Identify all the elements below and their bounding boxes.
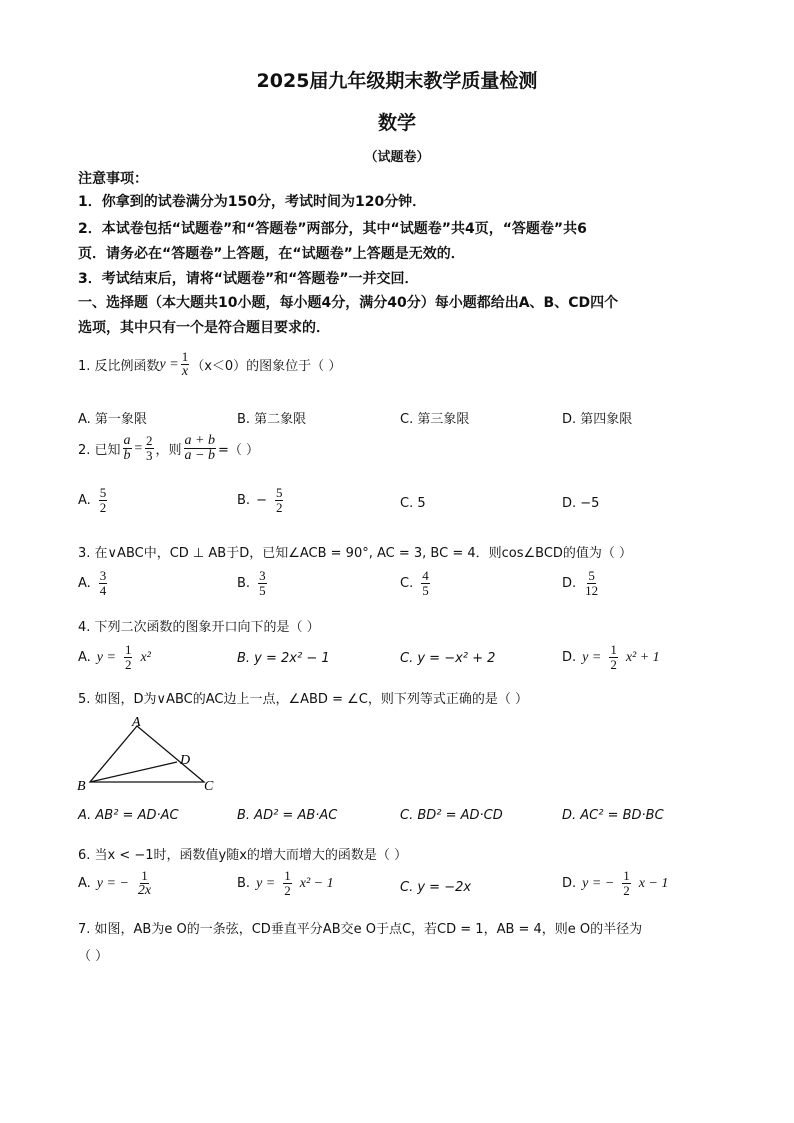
q2-stem-pre: 2. 已知 [78, 443, 121, 458]
q5-triangle-figure [74, 712, 224, 797]
q4-a-post: x² [140, 649, 151, 665]
q2-option-d[interactable]: D. −5 [562, 496, 600, 511]
note-2a: 2．本试卷包括“试题卷”和“答题卷”两部分，其中“试题卷”共4页，“答题卷”共6 [78, 221, 587, 237]
q6-option-c[interactable]: C. y = −2x [400, 880, 472, 895]
q1-frac-den: x [181, 364, 189, 379]
q3-b-label: B. [237, 576, 251, 591]
q6-d-label: D. [562, 876, 577, 891]
fig-label-c: C [204, 779, 214, 794]
q3-option-b[interactable] [237, 569, 269, 598]
q1-option-b[interactable]: B. 第二象限 [237, 412, 307, 427]
q3-option-c[interactable] [400, 569, 432, 598]
q1-fraction [181, 350, 190, 379]
q1-stem-pre: 1. 反比例函数 [78, 359, 160, 374]
q5-option-b[interactable]: B. AD² = AB·AC [237, 808, 338, 823]
q2-mid: ，则 [155, 443, 182, 458]
q4-option-b[interactable]: B. y = 2x² − 1 [237, 651, 330, 666]
exam-title: 2025届九年级期末教学质量检测 [256, 70, 538, 92]
q6-stem: 6. 当x < −1时，函数值y随x的增大而增大的函数是（ ） [78, 848, 408, 863]
q1-option-c[interactable]: C. 第三象限 [400, 412, 470, 427]
q2-f3-num: a + b [184, 433, 215, 448]
q6-option-d[interactable] [562, 869, 668, 898]
q6-b-num: 1 [284, 868, 291, 883]
q2-f2-den: 3 [146, 448, 153, 463]
q1-stem-post: （x＜0）的图象位于（ ） [191, 359, 342, 374]
paper-label: （试题卷） [364, 150, 430, 165]
q3-a-den: 4 [99, 583, 107, 598]
q3-a-num: 3 [99, 568, 107, 583]
q6-d-frac [622, 869, 631, 898]
q4-a-num: 1 [124, 642, 132, 657]
q5-option-d[interactable]: D. AC² = BD·BC [562, 808, 664, 823]
section1-line2: 选项，其中只有一个是符合题目要求的． [78, 320, 330, 336]
q6-a-pre: y = − [96, 875, 129, 891]
q6-option-b[interactable] [237, 869, 334, 898]
q3-d-num: 5 [588, 568, 595, 583]
q4-option-a[interactable] [78, 643, 151, 672]
q4-option-d[interactable] [562, 643, 660, 672]
q6-b-frac [283, 869, 292, 898]
q4-d-frac [609, 643, 618, 672]
q1-option-a[interactable]: A. 第一象限 [78, 412, 147, 427]
q2-b-den: 2 [275, 500, 283, 515]
q2-tail: =（ ） [217, 443, 259, 458]
q2-a-frac [99, 486, 108, 515]
q2-stem [78, 434, 259, 463]
q3-b-frac [258, 569, 267, 598]
q6-a-den: 2x [137, 883, 152, 898]
q3-b-den: 5 [259, 583, 266, 598]
segment-bd [90, 762, 177, 782]
fig-label-d: D [180, 753, 191, 768]
q1-func-lhs: y = [159, 356, 179, 372]
section1-line1: 一、选择题（本大题共10小题，每小题4分，满分40分）每小题都给出A、B、CD四个 [78, 295, 619, 311]
q4-a-den: 2 [124, 657, 132, 672]
q4-option-c[interactable]: C. y = −x² + 2 [400, 651, 496, 666]
q6-b-post: x² − 1 [299, 875, 334, 891]
q4-d-num: 1 [610, 642, 617, 657]
q2-option-c[interactable]: C. 5 [400, 496, 426, 511]
q7-stem-line2: （ ） [78, 949, 109, 964]
q2-f1-num: a [123, 433, 131, 448]
q2-eq: = [133, 440, 143, 456]
q2-frac-expr [184, 434, 216, 463]
q6-a-frac [137, 869, 152, 898]
q4-d-den: 2 [610, 657, 617, 672]
q2-option-a[interactable] [78, 486, 109, 515]
q5-stem: 5. 如图，D为∨ABC的AC边上一点，∠ABD = ∠C，则下列等式正确的是（ ） [78, 692, 528, 707]
q3-stem: 3. 在∨ABC中，CD ⊥ AB于D，已知∠ACB = 90°, AC = 3, BC = 4．则cos∠BCD的值为（ ） [78, 546, 633, 561]
q4-stem: 4. 下列二次函数的图象开口向下的是（ ） [78, 620, 320, 635]
note-1: 1．你拿到的试卷满分为150分，考试时间为120分钟． [78, 194, 427, 210]
q2-a-den: 2 [99, 500, 107, 515]
q7-stem-line1: 7. 如图，AB为e O的一条弦，CD垂直平分AB交e O于点C，若CD = 1，AB = 4，则e O的半径为 [78, 922, 643, 937]
q1-option-d[interactable]: D. 第四象限 [562, 412, 633, 427]
q6-b-label: B. [237, 876, 251, 891]
q4-d-post: x² + 1 [625, 649, 660, 665]
q3-d-den: 12 [585, 583, 599, 598]
q6-b-pre: y = [256, 875, 276, 891]
q3-option-a[interactable] [78, 569, 109, 598]
q2-a-num: 5 [99, 485, 107, 500]
q6-d-den: 2 [623, 883, 630, 898]
q6-d-pre: y = − [582, 875, 615, 891]
q3-a-frac [99, 569, 108, 598]
q6-a-label: A. [78, 876, 91, 891]
q3-a-label: A. [78, 576, 91, 591]
fig-label-a: A [132, 715, 141, 730]
q3-c-label: C. [400, 576, 414, 591]
q6-option-a[interactable] [78, 869, 154, 898]
q4-a-frac [124, 643, 133, 672]
fig-label-b: B [77, 779, 86, 794]
q2-b-num: 5 [275, 485, 283, 500]
q4-a-label: A. [78, 650, 91, 665]
q4-d-label: D. [562, 650, 577, 665]
q3-d-frac [584, 569, 599, 598]
q6-d-num: 1 [623, 868, 630, 883]
q2-f3-den: a − b [184, 448, 215, 463]
q6-b-den: 2 [284, 883, 291, 898]
q2-b-sign: − [256, 493, 267, 508]
notes-heading: 注意事项： [78, 171, 148, 187]
q3-d-label: D. [562, 576, 577, 591]
note-2b: 页．请务必在“答题卷”上答题，在“试题卷”上答题是无效的． [78, 246, 465, 262]
q2-b-label: B. [237, 493, 251, 508]
q2-f1-den: b [123, 448, 131, 463]
q5-option-c[interactable]: C. BD² = AD·CD [400, 808, 503, 823]
q2-frac-23 [145, 434, 154, 463]
q2-frac-ab [123, 434, 132, 463]
q2-option-b[interactable] [237, 486, 285, 515]
q2-f2-num: 2 [146, 433, 153, 448]
q3-b-num: 3 [259, 568, 266, 583]
q1-frac-num: 1 [181, 349, 189, 364]
q3-c-num: 4 [422, 568, 429, 583]
q3-c-frac [421, 569, 430, 598]
q1-stem [78, 350, 341, 379]
note-3: 3．考试结束后，请将“试题卷”和“答题卷”一并交回． [78, 271, 419, 287]
q2-a-label: A. [78, 493, 91, 508]
q6-a-num: 1 [141, 868, 148, 883]
q3-option-d[interactable] [562, 569, 601, 598]
q2-b-frac [275, 486, 284, 515]
q6-d-post: x − 1 [638, 875, 669, 891]
q3-c-den: 5 [422, 583, 429, 598]
subject-title: 数学 [377, 112, 416, 134]
q4-a-pre: y = [96, 649, 116, 665]
q5-option-a[interactable]: A. AB² = AD·AC [78, 808, 179, 823]
q4-d-pre: y = [582, 649, 602, 665]
